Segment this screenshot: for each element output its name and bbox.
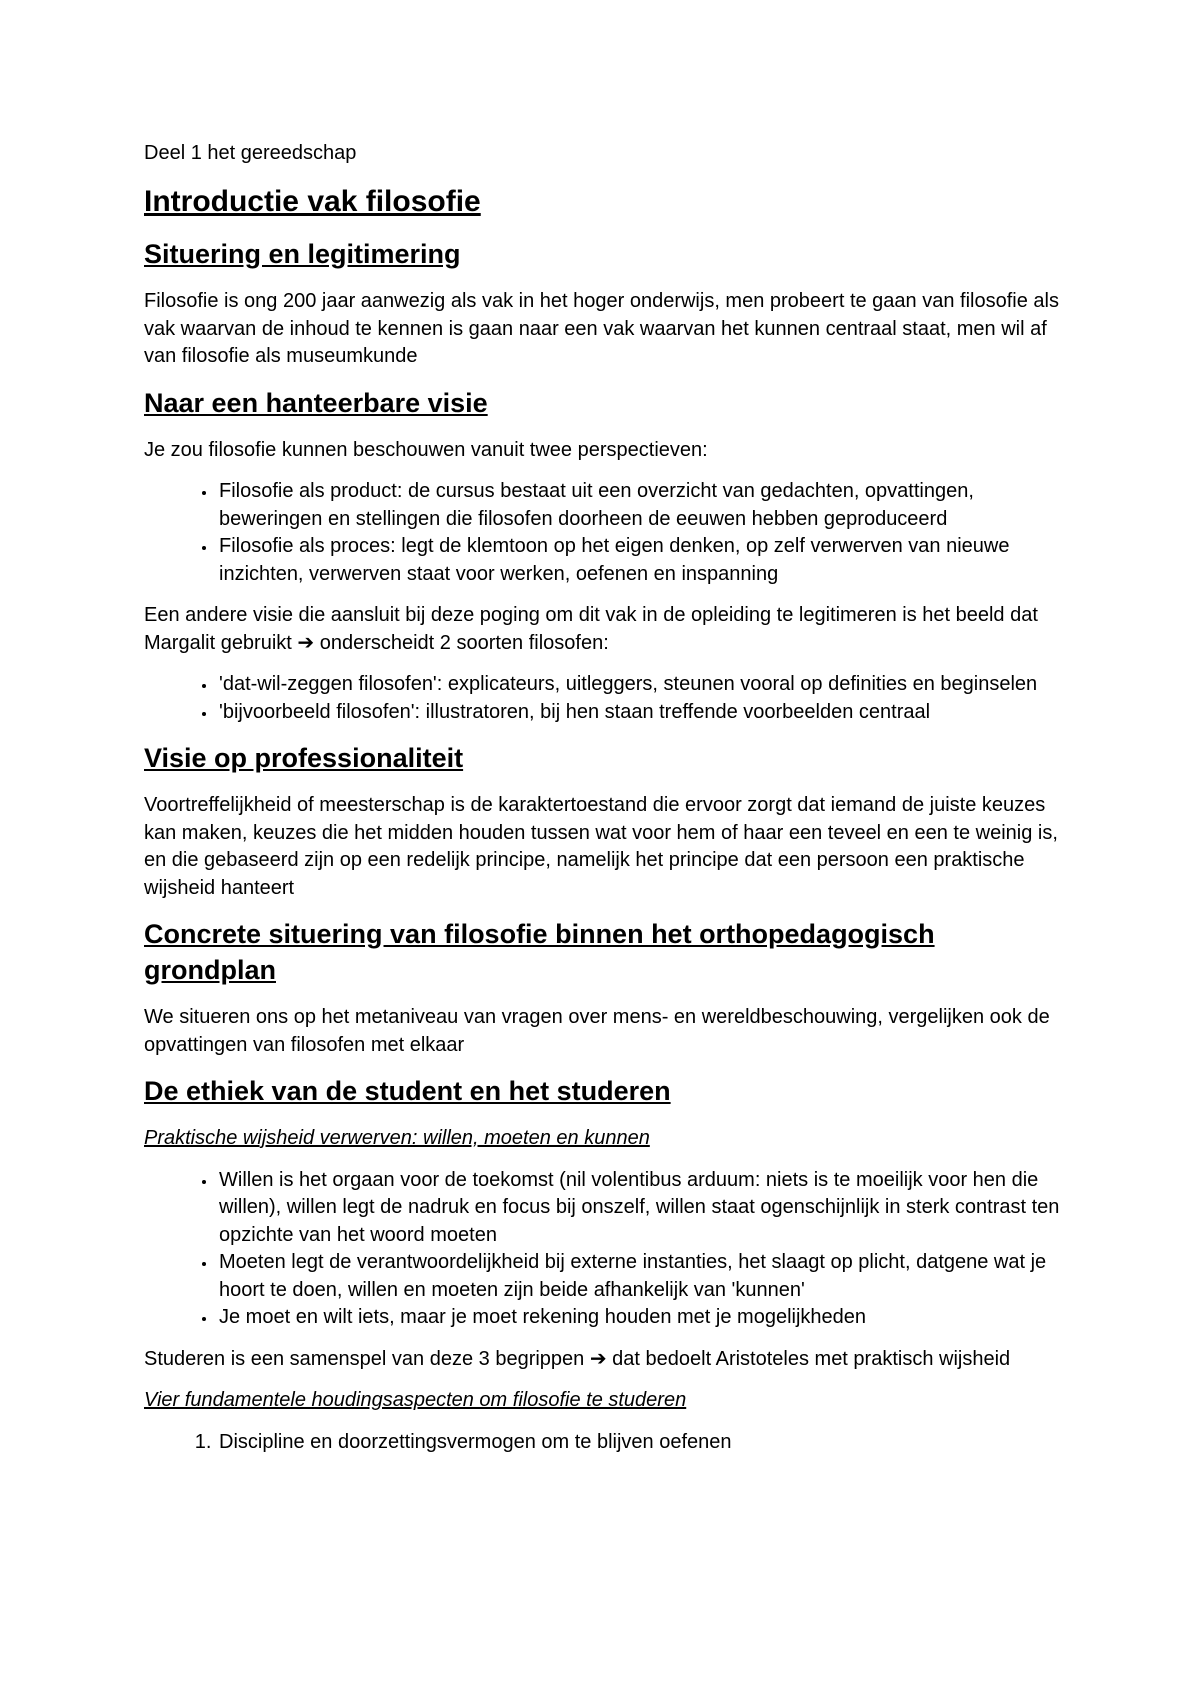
- section-heading: Situering en legitimering: [144, 239, 461, 269]
- subheading: Vier fundamentele houdingsaspecten om filosofie te studeren: [144, 1389, 687, 1411]
- paragraph: Filosofie is ong 200 jaar aanwezig als vak in het hoger onderwijs, men probeert te gaan van filosofie als vak waarvan de inhoud te kennen is gaan naar een vak waarvan het kunnen centraal staat, men wil af van filosofie als museumkunde: [144, 290, 1059, 367]
- paragraph: Een andere visie die aansluit bij deze poging om dit vak in de opleiding te legitimeren is het beeld dat Margalit gebruikt ➔ onderscheidt 2 soorten filosofen:: [144, 604, 1038, 654]
- bullet-list: [144, 478, 1080, 588]
- list-item: • Filosofie als proces: legt de klemtoon op het eigen denken, op zelf verwerven van nieuwe inzichten, verwerven staat voor werken, oefenen en inspanning: [217, 533, 1080, 588]
- list-item: • Moeten legt de verantwoordelijkheid bij externe instanties, het slaagt op plicht, datgene wat je hoort te doen, willen en moeten zijn beide afhankelijk van 'kunnen': [217, 1249, 1080, 1304]
- paragraph: Studeren is een samenspel van deze 3 begrippen ➔ dat bedoelt Aristoteles met praktisch wijsheid: [144, 1347, 1011, 1370]
- section-heading: Visie op professionaliteit: [144, 743, 464, 773]
- document-part-label: Deel 1 het gereedschap: [144, 142, 357, 164]
- list-item: • Filosofie als product: de cursus bestaat uit een overzicht van gedachten, opvattingen, beweringen en stellingen die filosofen doorheen de eeuwen hebben geproduceerd: [217, 478, 1080, 533]
- subheading: Praktische wijsheid verwerven: willen, moeten en kunnen: [144, 1127, 650, 1149]
- section-heading: De ethiek van de student en het studeren: [144, 1076, 671, 1106]
- document-title: Introductie vak filosofie: [144, 185, 481, 218]
- bullet-list: [144, 671, 1080, 726]
- section-heading: Concrete situering van filosofie binnen het orthopedagogisch grondplan: [144, 919, 935, 985]
- paragraph: We situeren ons op het metaniveau van vragen over mens- en wereldbeschouwing, vergelijken ook de opvattingen van filosofen met elkaar: [144, 1006, 1050, 1056]
- list-item: • Willen is het orgaan voor de toekomst (nil volentibus arduum: niets is te moeilijk voor hen die willen), willen legt de nadruk en focus bij onszelf, willen staat ogenschijnlijk in sterk contrast ten opzichte van het woord moeten: [217, 1167, 1080, 1250]
- list-item: • 'bijvoorbeeld filosofen': illustratoren, bij hen staan treffende voorbeelden centraal: [217, 699, 1080, 727]
- paragraph: Voortreffelijkheid of meesterschap is de karaktertoestand die ervoor zorgt dat iemand de juiste keuzes kan maken, keuzes die het midden houden tussen wat voor hem of haar een teveel en een te weinig is, en die gebaseerd zijn op een redelijk principe, namelijk het principe dat een persoon een praktische wijsheid hanteert: [144, 794, 1058, 899]
- list-item: 1. Discipline en doorzettingsvermogen om te blijven oefenen: [217, 1429, 1080, 1457]
- section-heading: Naar een hanteerbare visie: [144, 387, 488, 418]
- bullet-list: [144, 1167, 1080, 1332]
- numbered-list: [144, 1429, 1080, 1457]
- list-item: • Je moet en wilt iets, maar je moet rekening houden met je mogelijkheden: [217, 1304, 1080, 1332]
- paragraph: Je zou filosofie kunnen beschouwen vanuit twee perspectieven:: [144, 438, 708, 461]
- list-item: • 'dat-wil-zeggen filosofen': explicateurs, uitleggers, steunen vooral op definities en beginselen: [217, 671, 1080, 699]
